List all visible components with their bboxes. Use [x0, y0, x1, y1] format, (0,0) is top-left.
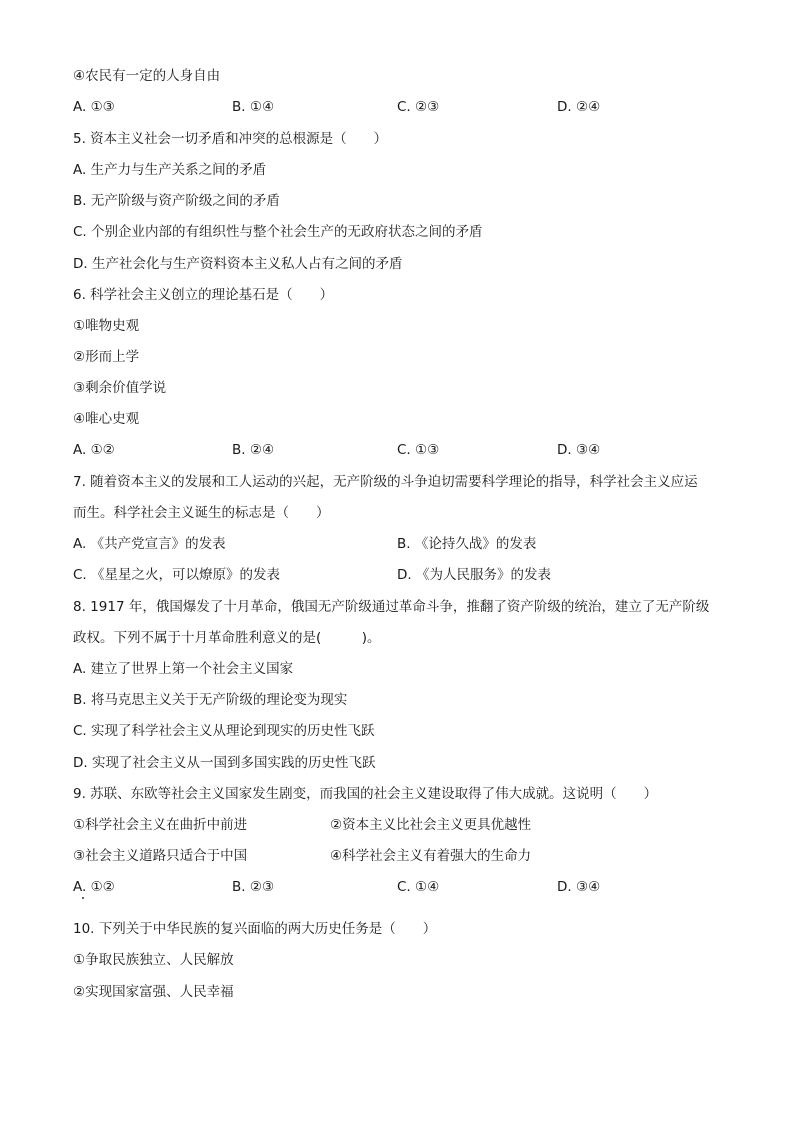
q6-option-c: C. ①③ — [397, 442, 440, 458]
q6-option-a: A. ①② — [73, 442, 115, 458]
q9-item-1: ①科学社会主义在曲折中前进 — [73, 817, 248, 833]
q7-option-b: B. 《论持久战》的发表 — [397, 536, 537, 552]
q6-item-1: ①唯物史观 — [73, 318, 140, 334]
q8-option-c: C. 实现了科学社会主义从理论到现实的历史性飞跃 — [73, 723, 375, 739]
q6-option-b: B. ②④ — [232, 442, 275, 458]
q9-option-a: A. ①② — [73, 879, 115, 895]
q5-option-a: A. 生产力与生产关系之间的矛盾 — [73, 162, 267, 178]
q4-option-c: C. ②③ — [397, 99, 440, 115]
q9-option-d: D. ③④ — [557, 879, 601, 895]
q8-option-b: B. 将马克思主义关于无产阶级的理论变为现实 — [73, 692, 348, 708]
q7-stem-line-2: 而生。科学社会主义诞生的标志是（ ） — [73, 505, 330, 521]
q6-item-4: ④唯心史观 — [73, 411, 140, 427]
q9-option-c: C. ①④ — [397, 879, 440, 895]
q10-item-1: ①争取民族独立、人民解放 — [73, 952, 234, 968]
q4-option-b: B. ①④ — [232, 99, 275, 115]
q9-option-b: B. ②③ — [232, 879, 275, 895]
q7-option-c: C. 《星星之火，可以燎原》的发表 — [73, 567, 281, 583]
q5-option-d: D. 生产社会化与生产资料资本主义私人占有之间的矛盾 — [73, 256, 403, 272]
q8-option-d: D. 实现了社会主义从一国到多国实践的历史性飞跃 — [73, 755, 376, 771]
q8-option-a: A. 建立了世界上第一个社会主义国家 — [73, 661, 294, 677]
q7-option-a: A. 《共产党宣言》的发表 — [73, 536, 226, 552]
q4-option-d: D. ②④ — [557, 99, 601, 115]
q4-option-a: A. ①③ — [73, 99, 115, 115]
q6-stem: 6. 科学社会主义创立的理论基石是（ ） — [73, 287, 334, 303]
q9-item-4: ④科学社会主义有着强大的生命力 — [330, 848, 532, 864]
q7-option-d: D. 《为人民服务》的发表 — [397, 567, 551, 583]
q9-item-3: ③社会主义道路只适合于中国 — [73, 848, 248, 864]
q5-option-c: C. 个别企业内部的有组织性与整个社会生产的无政府状态之间的矛盾 — [73, 224, 483, 240]
q5-option-b: B. 无产阶级与资产阶级之间的矛盾 — [73, 193, 280, 209]
q9-item-2: ②资本主义比社会主义更具优越性 — [330, 817, 532, 833]
q10-item-2: ②实现国家富强、人民幸福 — [73, 984, 234, 1000]
q8-stem-line-1: 8. 1917 年，俄国爆发了十月革命，俄国无产阶级通过革命斗争，推翻了资产阶级的统治，建立了无产阶级 — [73, 599, 710, 615]
q6-item-3: ③剩余价值学说 — [73, 380, 167, 396]
q5-stem: 5. 资本主义社会一切矛盾和冲突的总根源是（ ） — [73, 131, 388, 147]
q8-stem-line-2: 政权。下列不属于十月革命胜利意义的是( )。 — [73, 630, 381, 646]
q9-stem: 9. 苏联、东欧等社会主义国家发生剧变，而我国的社会主义建设取得了伟大成就。这说明（ ） — [73, 786, 658, 802]
q7-stem-line-1: 7. 随着资本主义的发展和工人运动的兴起，无产阶级的斗争迫切需要科学理论的指导，科学社会主义应运 — [73, 474, 698, 490]
stray-dot-mark — [82, 897, 84, 899]
q10-stem: 10. 下列关于中华民族的复兴面临的两大历史任务是（ ） — [73, 921, 437, 937]
q6-item-2: ②形而上学 — [73, 349, 140, 365]
q4-item-4: ④农民有一定的人身自由 — [73, 68, 221, 84]
q6-option-d: D. ③④ — [557, 442, 601, 458]
